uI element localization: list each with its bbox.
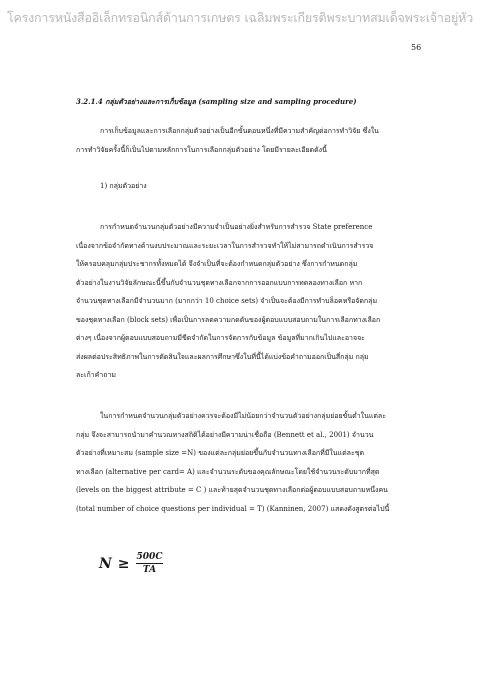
text-line: การทำวิจัยครั้งนี้ก็เป็นไปตามหลักการในการเลือกกลุ่มตัวอย่าง โดยมีรายละเอียดดังนี้ — [76, 145, 327, 154]
formula-denominator: TA — [142, 565, 157, 575]
page-number: 56 — [411, 43, 422, 52]
text-line: ละเก้าคำถาม — [76, 371, 117, 379]
text-line: ให้ครอบคลุมกลุ่มประชากรทั้งหมดได้ จึงจำเป็นที่จะต้องกำหนดกลุ่มตัวอย่าง ซึ่งการกำหนดกลุ่ม — [76, 260, 358, 268]
text-line: ส่งผลต่อประสิทธิภาพในการตัดสินใจและผลการศึกษาซึ่งในที่นี้ได้แบ่งข้อคำถามออกเป็นสี่กลุ่ม กลุ่ม — [76, 352, 369, 361]
paragraph-sample-size — [76, 407, 424, 518]
formula-lhs: N — [99, 556, 112, 572]
text-line: ตัวอย่างในงานวิจัยลักษณะนี้ขึ้นกับจำนวนชุดทางเลือกจากการออกแบบการทดลองทางเลือก หาก — [76, 278, 363, 287]
watermark-header: โครงการหนังสืออิเล็กทรอนิกส์ด้านการเกษตร เฉลิมพระเกียรติพระบาทสมเด็จพระเจ้าอยู่หัว — [6, 10, 474, 25]
text-line: ตัวอย่างที่เหมาะสม (sample size =N) ของแต่ละกลุ่มย่อยขึ้นกับจำนวนทางเลือกที่มีในแต่ละชุด — [76, 449, 364, 457]
text-line: (total number of choice questions per individual = T) (Kanninen, 2007) แสดงดังสูตรต่อไปนี้ — [76, 504, 390, 513]
formula-numerator: 500C — [136, 552, 163, 562]
formula-fraction — [136, 552, 164, 576]
text-line: (levels on the biggest attribute = C ) และท้ายสุดจำนวนชุดทางเลือกต่อผู้ตอบแบบสอบถามหนึ่งคน — [76, 486, 388, 494]
sample-size-formula — [99, 552, 163, 576]
list-item-label: 1) กลุ่มตัวอย่าง — [100, 182, 147, 190]
intro-paragraph — [76, 122, 424, 159]
text-line: กลุ่ม จึงจะสามารถนำมาคำนวณทางสถิติได้อย่างมีความน่าเชื่อถือ (Bennett et al., 2001) จำนวน — [76, 430, 374, 439]
formula-relation: ≥ — [117, 556, 130, 572]
text-line: ในการกำหนดจำนวนกลุ่มตัวอย่างควรจะต้องมีไม่น้อยกว่าจำนวนตัวอย่างกลุ่มย่อยขั้นต่ำในแต่ละ — [100, 412, 386, 420]
text-line: ต่างๆ เนื่องจากผู้ตอบแบบสอบถามมีขีดจำกัดในการจัดการกับข้อมูล ข้อมูลที่มากเกินไปและอาจจะ — [76, 334, 365, 342]
text-line: เนื่องจากข้อจำกัดทางด้านงบประมาณและระยะเวลาในการสำรวจทำให้ไม่สามารถดำเนินการสำรวจ — [76, 241, 374, 250]
section-heading: 3.2.1.4 กลุ่มตัวอย่างและการเก็บข้อมูล (sampling size and sampling procedure) — [76, 97, 357, 106]
text-line: การกำหนดจำนวนกลุ่มตัวอย่างมีความจำเป็นอย่างยิ่งสำหรับการสำรวจ State preference — [100, 223, 373, 231]
text-line: จำนวนชุดทางเลือกมีจำนวนมาก (มากกว่า 10 choice sets) จำเป็นจะต้องมีการทำบล็อคหรือจัดกลุ่ม — [76, 297, 378, 305]
paragraph-sample-group — [76, 218, 424, 385]
text-line: การเก็บข้อมูลและการเลือกกลุ่มตัวอย่างเป็นอีกขั้นตอนหนึ่งที่มีความสำคัญต่อการทำวิจัย ซึ่งใน — [100, 127, 379, 135]
text-line: ทางเลือก (alternative per card= A) และจำนวนระดับของคุณลักษณะโดยใช้จำนวนระดับมากที่สุด — [76, 467, 380, 476]
text-line: ของชุดทางเลือก (block sets) เพื่อเป็นการลดความกดดันของผู้ตอบแบบสอบถามในการเลือกทางเลือก — [76, 315, 381, 324]
